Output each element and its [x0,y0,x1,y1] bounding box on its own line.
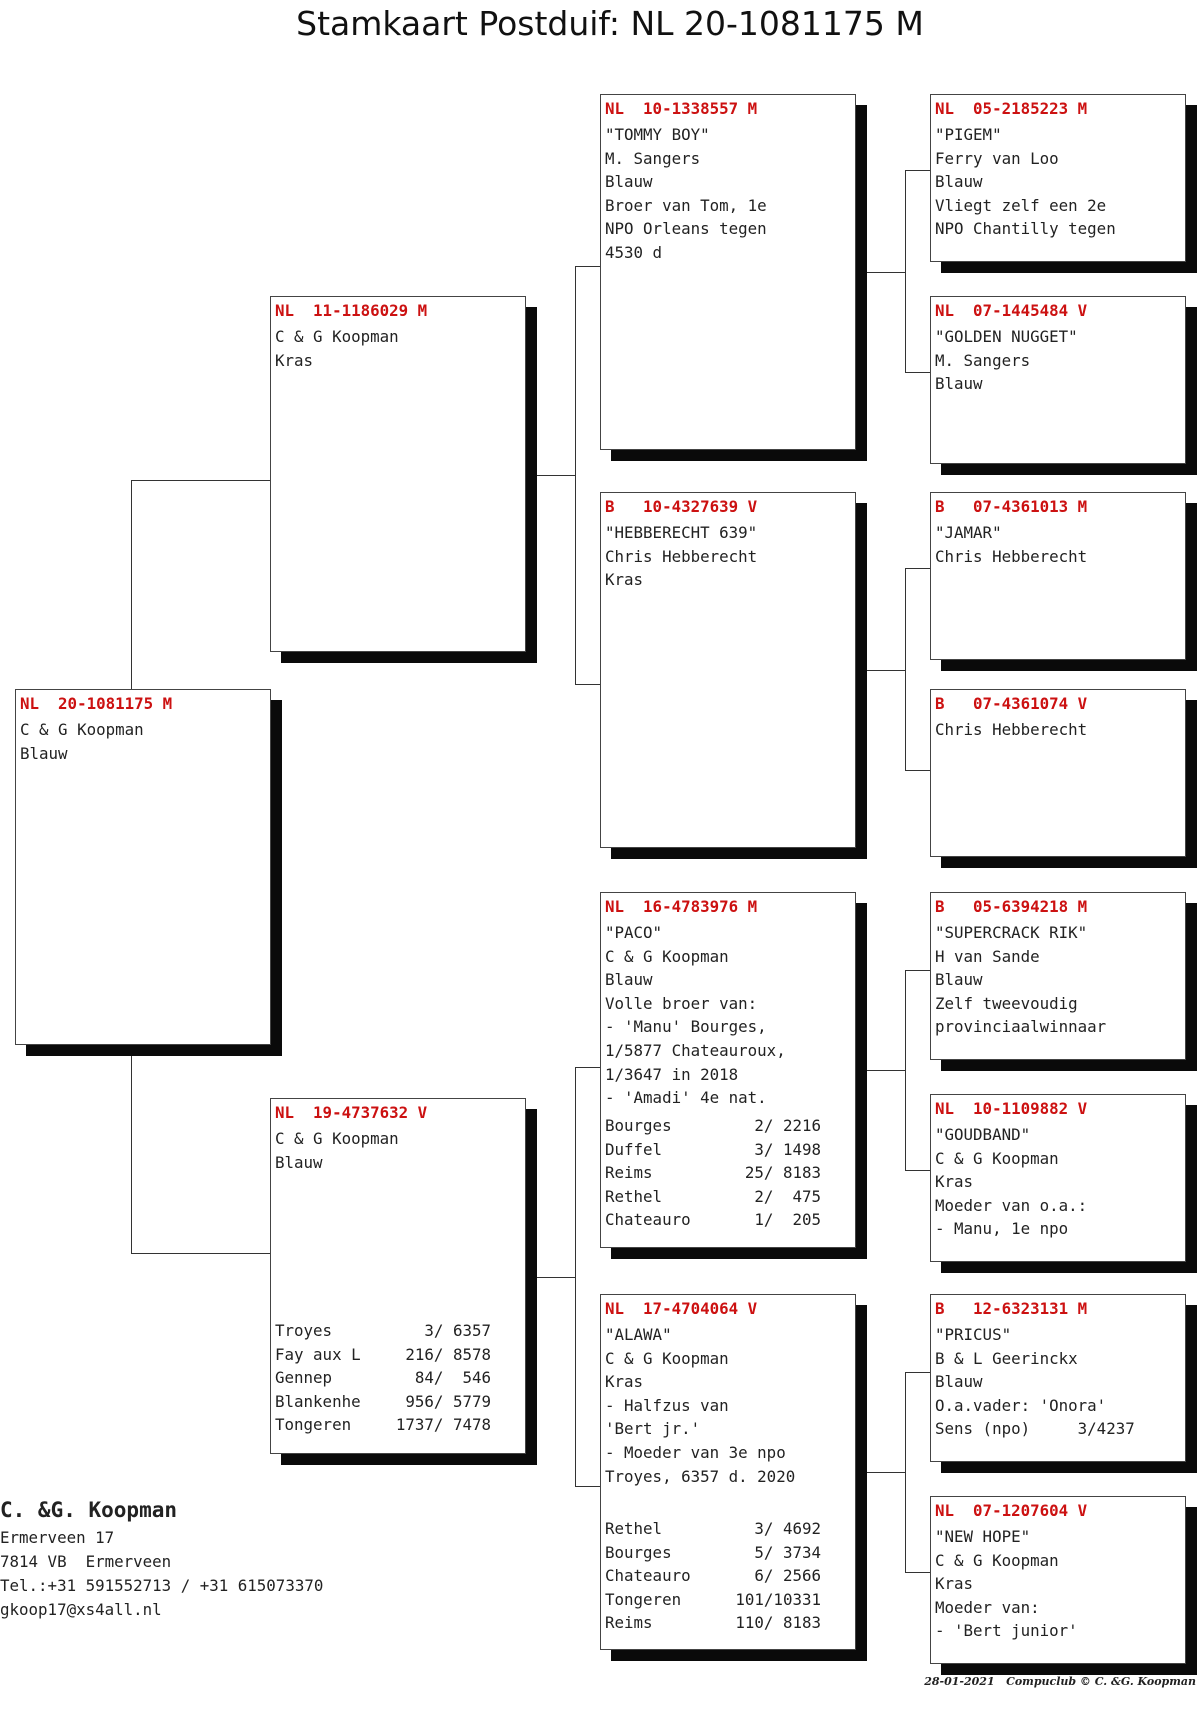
race-place: Reims [605,1163,653,1183]
race-place: Blankenhe [275,1391,361,1411]
connector [905,970,906,1171]
card-line: Volle broer van: [605,993,758,1013]
race-rank: 1/ 205 [754,1210,821,1230]
race-result-row [275,1390,521,1414]
card-line: "HEBBERECHT 639" [605,523,758,542]
connector [131,1253,271,1254]
race-place: Tongeren [275,1415,352,1435]
card-line: Kras [275,350,314,370]
connector [905,770,930,771]
race-result-row [605,1114,851,1138]
card-line: Blauw [935,374,983,394]
ring-number: B 07-4361074 V [935,694,1088,713]
card-line: C & G Koopman [605,946,729,966]
ring-number: NL 20-1081175 M [20,694,173,713]
card-line: - 'Amadi' 4e nat. [605,1088,767,1108]
pigeon-card-mff[interactable] [930,892,1186,1060]
pigeon-card-mother[interactable] [270,1098,526,1454]
connector [866,272,906,273]
connector [905,1372,930,1373]
ring-number: B 12-6323131 M [935,1299,1088,1318]
connector [131,1054,132,1254]
breeder-block [0,1494,323,1622]
ring-number: NL 16-4783976 M [605,897,758,916]
ring-number: NL 10-1109882 V [935,1099,1088,1118]
race-result-row [605,1185,851,1209]
card-line: Kras [605,1372,644,1392]
card-line: "ALAWA" [605,1325,672,1344]
race-place: Rethel [605,1186,663,1206]
race-place: Bourges [605,1542,672,1562]
card-line: 1/3647 in 2018 [605,1064,739,1084]
race-place: Tongeren [605,1589,682,1609]
race-results [605,1114,851,1232]
connector [905,1572,930,1573]
race-result-row [605,1161,851,1185]
card-line: Moeder van: [935,1597,1040,1617]
card-line: Blauw [935,970,983,990]
card-line: - Halfzus van [605,1395,729,1415]
race-rank: 2/ 2216 [754,1116,821,1135]
race-place: Bourges [605,1116,672,1135]
connector [905,372,930,373]
pigeon-card-mother-mother[interactable] [600,1294,856,1650]
ring-number: NL 07-1445484 V [935,301,1088,320]
card-line: "PRICUS" [935,1325,1012,1344]
connector [575,1067,576,1487]
card-line: C & G Koopman [935,1550,1059,1570]
card-line: Chris Hebberecht [935,546,1088,566]
pigeon-card-self[interactable] [15,689,271,1045]
connector [575,1486,600,1487]
card-line: Zelf tweevoudig [935,993,1078,1013]
race-rank: 2/ 475 [754,1186,821,1206]
card-line: O.a.vader: 'Onora' [935,1395,1107,1415]
race-result-row [605,1564,851,1588]
card-line: C & G Koopman [275,1129,399,1148]
card-line: Chris Hebberecht [605,546,758,566]
ring-number: NL 19-4737632 V [275,1103,428,1122]
card-line: Chris Hebberecht [935,720,1088,739]
card-line: B & L Geerinckx [935,1348,1078,1368]
race-rank: 6/ 2566 [754,1566,821,1586]
card-line: "SUPERCRACK RIK" [935,923,1088,942]
card-line: NPO Orleans tegen [605,219,767,239]
race-results [605,1517,851,1635]
connector [905,568,930,569]
card-line: Broer van Tom, 1e [605,195,767,215]
breeder-name: C. &G. Koopman [0,1498,178,1522]
card-line: provinciaalwinnaar [935,1017,1107,1037]
breeder-phone-line: Tel.:+31 591552713 / +31 615073370 [0,1576,324,1595]
race-rank: 3/ 1498 [754,1139,821,1159]
race-result-row [605,1138,851,1162]
connector [905,1372,906,1573]
card-line: M. Sangers [605,148,701,168]
card-line: Kras [935,1574,974,1594]
card-line: Moeder van o.a.: [935,1195,1088,1215]
card-line: Sens (npo) 3/4237 [935,1419,1135,1439]
race-result-row [605,1611,851,1635]
race-result-row [275,1319,521,1343]
race-rank: 84/ 546 [414,1368,491,1388]
ring-number: B 10-4327639 V [605,497,758,516]
ring-number: NL 05-2185223 M [935,99,1088,118]
connector [536,1277,576,1278]
pigeon-card-father-mother[interactable] [600,492,856,848]
race-place: Duffel [605,1139,663,1159]
connector [905,1170,930,1171]
race-place: Gennep [275,1368,333,1388]
connector [536,475,576,476]
ring-number: NL 17-4704064 V [605,1299,758,1318]
pigeon-card-father-father[interactable] [600,94,856,450]
race-result-row [605,1588,851,1612]
card-line: Kras [935,1172,974,1192]
card-line: Blauw [605,970,653,990]
breeder-address-line: Ermerveen 17 [0,1528,115,1547]
connector [575,266,600,267]
race-place: Fay aux L [275,1344,361,1364]
connector [131,480,271,481]
connector [905,568,906,771]
race-rank: 3/ 4692 [754,1519,821,1538]
connector [866,1472,906,1473]
race-rank: 101/10331 [735,1589,821,1609]
card-line: 1/5877 Chateauroux, [605,1040,786,1060]
connector [131,480,132,689]
race-result-row [275,1343,521,1367]
connector [905,970,930,971]
race-rank: 1737/ 7478 [395,1415,491,1435]
card-line: - Manu, 1e npo [935,1219,1069,1239]
card-line: "PIGEM" [935,125,1002,144]
card-line: Blauw [935,172,983,192]
card-line: C & G Koopman [275,327,399,346]
ring-number: NL 10-1338557 M [605,99,758,118]
card-line: Blauw [605,172,653,192]
race-place: Rethel [605,1519,663,1538]
card-line: - Moeder van 3e npo [605,1442,786,1462]
race-rank: 25/ 8183 [744,1163,821,1183]
card-line: - 'Manu' Bourges, [605,1017,767,1037]
connector [866,1070,906,1071]
race-results [275,1319,521,1437]
pigeon-card-fmm[interactable] [930,689,1186,857]
race-place: Troyes [275,1321,333,1340]
card-line: "PACO" [605,923,663,942]
race-result-row [605,1541,851,1565]
card-line: C & G Koopman [935,1148,1059,1168]
ring-number: NL 11-1186029 M [275,301,428,320]
card-line: Blauw [275,1152,323,1172]
card-line: C & G Koopman [605,1348,729,1368]
race-place: Reims [605,1613,653,1633]
connector [575,266,576,684]
race-rank: 3/ 6357 [424,1321,491,1340]
pigeon-card-fff[interactable] [930,94,1186,262]
race-place: Chateauro [605,1210,691,1230]
card-line: Kras [605,570,644,590]
pigeon-card-mfm[interactable] [930,1094,1186,1262]
race-place: Chateauro [605,1566,691,1586]
card-line: "GOLDEN NUGGET" [935,327,1078,346]
pigeon-card-fmf[interactable] [930,492,1186,660]
ring-number: B 05-6394218 M [935,897,1088,916]
card-line: "TOMMY BOY" [605,125,710,144]
pigeon-card-mother-father[interactable] [600,892,856,1248]
page-title: Stamkaart Postduif: NL 20-1081175 M [296,4,924,43]
race-result-row [605,1517,851,1541]
pigeon-card-father[interactable] [270,296,526,652]
pigeon-card-ffm[interactable] [930,296,1186,464]
card-line: H van Sande [935,946,1040,966]
breeder-postcode-line: 7814 VB Ermerveen [0,1552,172,1571]
connector [575,1067,600,1068]
connector [905,170,906,373]
ring-number: NL 07-1207604 V [935,1501,1088,1520]
ring-number: B 07-4361013 M [935,497,1088,516]
card-line: M. Sangers [935,350,1031,370]
card-line: Troyes, 6357 d. 2020 [605,1466,796,1486]
pigeon-card-mmf[interactable] [930,1294,1186,1462]
card-line: "GOUDBAND" [935,1125,1031,1144]
card-line: Blauw [935,1372,983,1392]
card-line: 'Bert jr.' [605,1419,701,1439]
race-rank: 5/ 3734 [754,1542,821,1562]
race-result-row [275,1366,521,1390]
card-line: C & G Koopman [20,720,144,739]
breeder-email-line[interactable]: gkoop17@xs4all.nl [0,1600,162,1619]
footer-credit: 28-01-2021 Compuclub © C. &G. Koopman [924,1675,1196,1688]
race-result-row [605,1208,851,1232]
card-line: 4530 d [605,242,663,262]
connector [905,170,930,171]
card-line: "JAMAR" [935,523,1002,542]
card-line: - 'Bert junior' [935,1621,1078,1641]
race-rank: 110/ 8183 [735,1613,821,1633]
card-line: Vliegt zelf een 2e [935,195,1107,215]
card-line: "NEW HOPE" [935,1527,1031,1546]
connector [575,684,600,685]
card-line: NPO Chantilly tegen [935,219,1116,239]
pigeon-card-mmm[interactable] [930,1496,1186,1664]
card-line: Blauw [20,743,68,763]
race-result-row [275,1413,521,1437]
race-rank: 956/ 5779 [405,1391,491,1411]
connector [866,670,906,671]
card-line: Ferry van Loo [935,148,1059,168]
race-rank: 216/ 8578 [405,1344,491,1364]
